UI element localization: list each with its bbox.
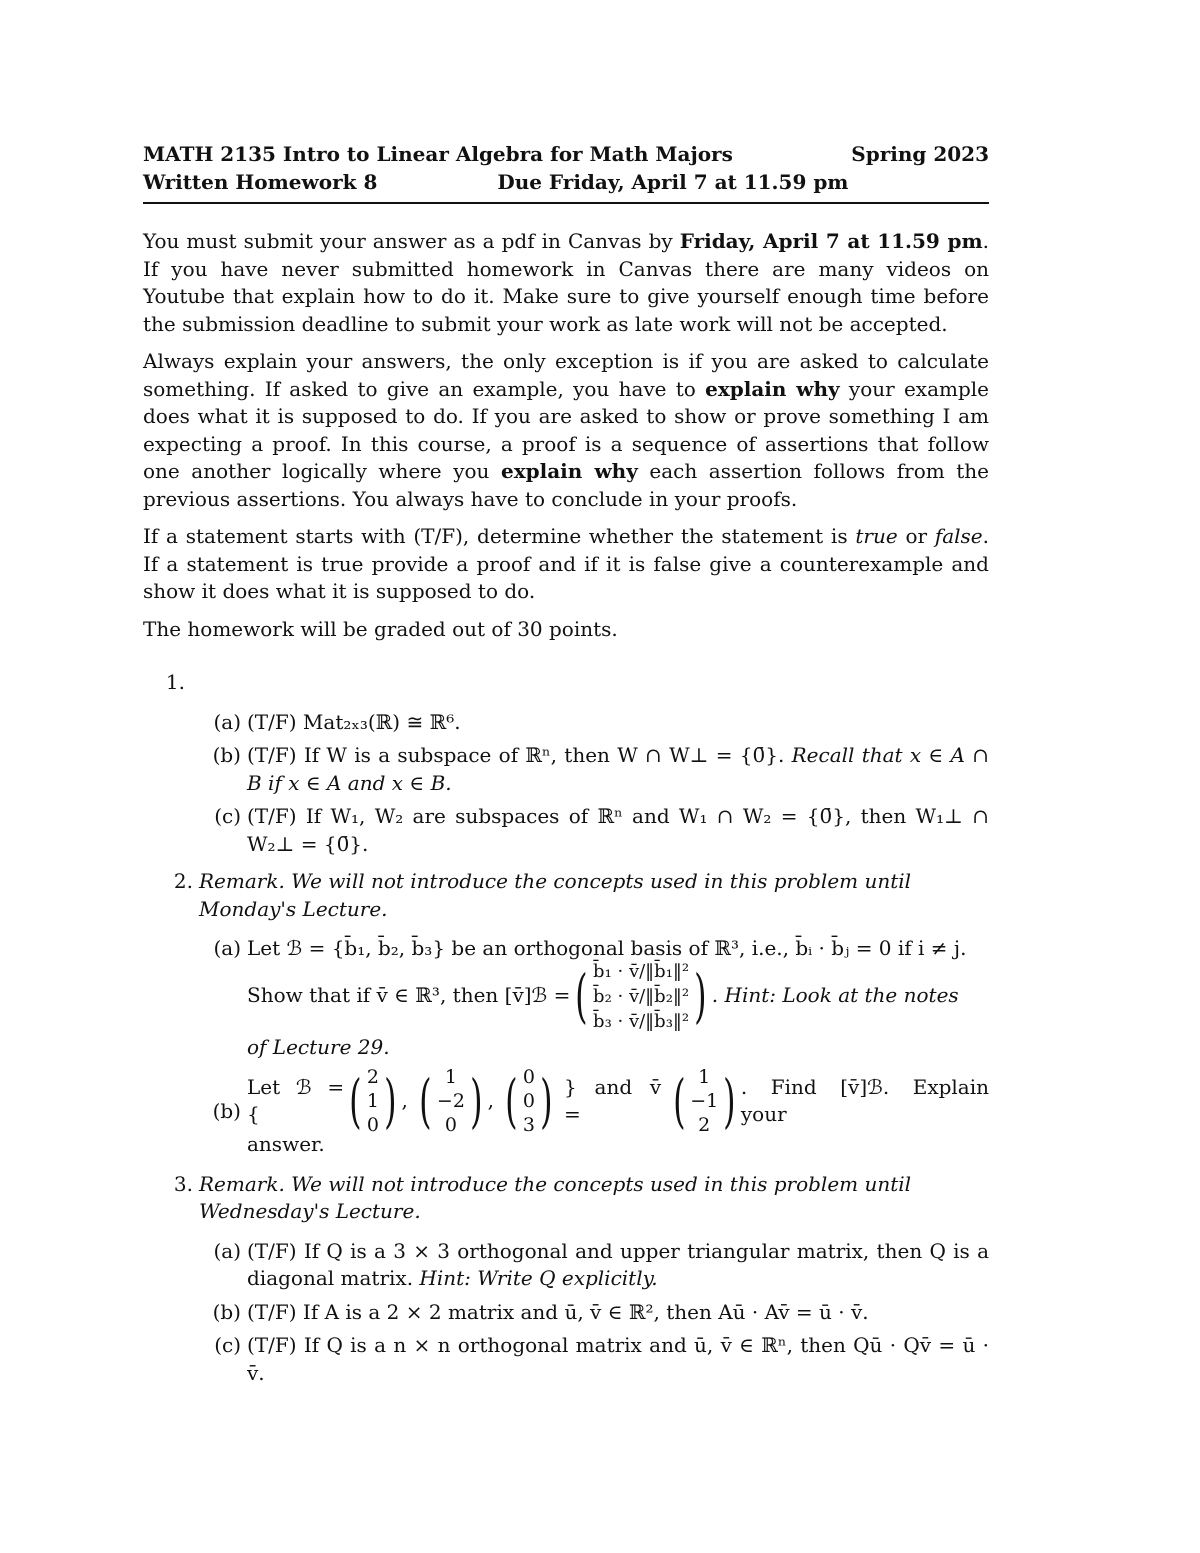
problem-2a: (a) Let ℬ = {b̄₁, b̄₂, b̄₃} be an orthogonal basis of ℝ³, i.e., b̄ᵢ · b̄ⱼ = 0 if i ≠ j. Show that if v̄ ∈ ℝ³, then [v̄]ℬ = ( b̄₁ · v̄/‖b̄₁‖² b̄₂ · v̄/‖b̄₂‖² b̄₃ · v̄/‖b̄₃‖² ) . Hint: Look at the notes of Lecture 29. xyxy=(213,936,967,1059)
problem-number: 3. xyxy=(173,1171,193,1196)
instructions-true-false: If a statement starts with (T/F), determine whether the statement is true or false. If a statement is true provide a proof and if it is false give a counterexample and show it does what it is supposed to do. xyxy=(143,524,989,603)
course-title: MATH 2135 Intro to Linear Algebra for Math Majors xyxy=(143,142,733,166)
basis-vector-1: ( 2 1 0 ) xyxy=(349,1066,397,1136)
problem-3 xyxy=(143,1171,989,1226)
header-rule xyxy=(143,202,989,204)
problem-1 xyxy=(143,669,989,697)
problem-number: 1. xyxy=(165,670,185,694)
basis-vector-2: ( 1 −2 0 ) xyxy=(419,1066,483,1136)
term: Spring 2023 xyxy=(851,142,989,166)
problem-2 xyxy=(143,868,989,923)
assignment-title: Written Homework 8 xyxy=(143,170,378,194)
basis-vector-3: ( 0 0 3 ) xyxy=(505,1066,553,1136)
coordinate-vector-formula: ( b̄₁ · v̄/‖b̄₁‖² b̄₂ · v̄/‖b̄₂‖² b̄₃ · v̄/‖b̄₃‖² ) xyxy=(575,960,707,1032)
instructions-submission: You must submit your answer as a pdf in Canvas by Friday, April 7 at 11.59 pm. If you have never submitted homework in Canvas there are many videos on Youtube that explain how to do it. Make sure to give yourself enough time before the submission deadline to submit your work as late work will not be accepted. xyxy=(143,229,989,336)
problem-2-parts xyxy=(143,935,989,1159)
problem-3-parts xyxy=(143,1238,989,1388)
vector-v: ( 1 −1 2 ) xyxy=(672,1066,736,1136)
problem-3a: (a) (T/F) If Q is a 3 × 3 orthogonal and upper triangular matrix, then Q is a diagonal matrix. Hint: Write Q explicitly. xyxy=(213,1238,989,1290)
due-date: Due Friday, April 7 at 11.59 pm xyxy=(497,170,849,194)
problem-1a: (a) (T/F) Mat₂ₓ₃(ℝ) ≅ ℝ⁶. xyxy=(213,709,461,734)
instructions-grading: The homework will be graded out of 30 points. xyxy=(143,616,618,641)
homework-page xyxy=(143,140,989,1387)
problem-number: 2. xyxy=(173,869,193,893)
problem-2-remark: Remark. We will not introduce the concepts used in this problem until Monday's Lecture. xyxy=(199,869,912,921)
problem-1-parts xyxy=(143,709,989,859)
document-header xyxy=(143,140,989,196)
problem-3c: (c) (T/F) If Q is a n × n orthogonal matrix and ū, v̄ ∈ ℝⁿ, then Qū · Qv̄ = ū · v̄. xyxy=(214,1333,989,1385)
problem-1c: (c) (T/F) If W₁, W₂ are subspaces of ℝⁿ and W₁ ∩ W₂ = {0̄}, then W₁⊥ ∩ W₂⊥ = {0̄}. xyxy=(214,804,989,856)
problem-2b: (b) Let ℬ = { ( 2 1 0 ) , ( 1 −2 0 ) , ( 0 0 3 ) } and v̄ = ( 1 −1 2 ) . Find [v̄]ℬ. Explain your answer. xyxy=(212,1066,989,1156)
instructions-explain: Always explain your answers, the only exception is if you are asked to calculate something. If asked to give an example, you have to explain why your example does what it is supposed to do. If you are asked to show or prove something I am expecting a proof. In this course, a proof is a sequence of assertions that follow one another logically where you explain why each assertion follows from the previous assertions. You always have to conclude in your proofs. xyxy=(143,349,990,511)
problem-3-remark: Remark. We will not introduce the concepts used in this problem until Wednesday's Lecture. xyxy=(199,1171,912,1223)
problem-3b: (b) (T/F) If A is a 2 × 2 matrix and ū, v̄ ∈ ℝ², then Aū · Av̄ = ū · v̄. xyxy=(212,1299,869,1324)
problem-1b: (b) (T/F) If W is a subspace of ℝⁿ, then W ∩ W⊥ = {0̄}. Recall that x ∈ A ∩ B if x ∈ A and x ∈ B. xyxy=(212,743,989,795)
